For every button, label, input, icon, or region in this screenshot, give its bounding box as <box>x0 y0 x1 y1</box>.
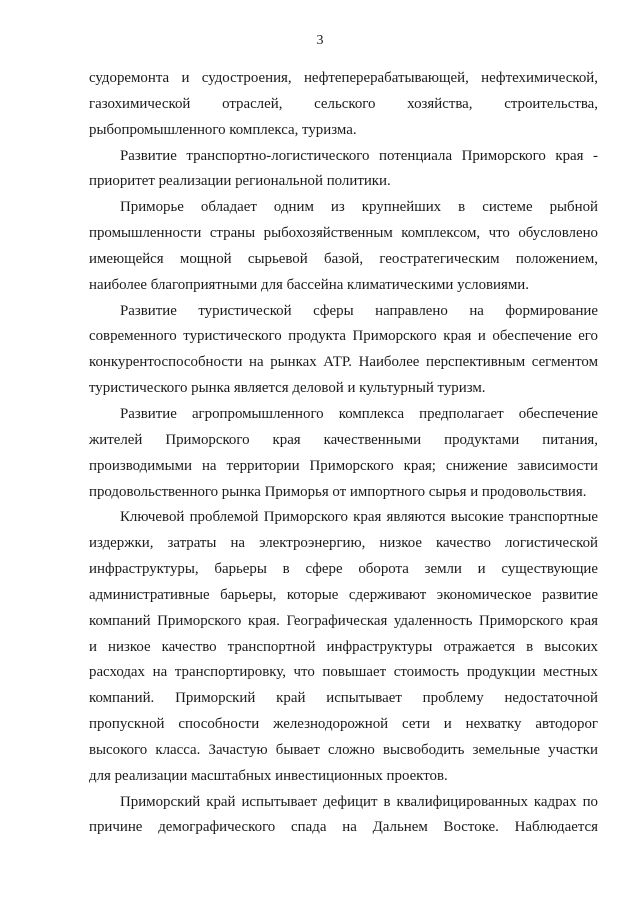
text-line: имеющейся мощной сырьевой базой, геостратегическим положением, <box>89 250 598 267</box>
document-body <box>89 66 598 841</box>
text-line: промышленности страны рыбохозяйственным комплексом, что обусловлено <box>89 225 598 242</box>
text-line: Развитие транспортно-логистического потенциала Приморского края - <box>120 147 598 164</box>
text-line: издержки, затраты на электроэнергию, низкое качество логистической <box>89 535 598 552</box>
page-number: 3 <box>316 33 324 48</box>
text-line: Развитие туристической сферы направлено на формирование <box>120 302 598 319</box>
text-line: Приморский край испытывает дефицит в квалифицированных кадрах по <box>120 793 598 810</box>
text-line: газохимической отраслей, сельского хозяйства, строительства, <box>89 95 598 112</box>
text-line: высокого класса. Зачастую бывает сложно высвободить земельные участки <box>89 741 598 758</box>
text-line: Развитие агропромышленного комплекса предполагает обеспечение <box>120 405 598 422</box>
text-line: производимыми на территории Приморского края; снижение зависимости <box>89 457 598 474</box>
text-line: пропускной способности железнодорожной сети и нехватку автодорог <box>89 716 598 733</box>
text-line: инфраструктуры, барьеры в сфере оборота земли и существующие <box>89 561 598 578</box>
text-line: и низкое качество транспортной инфраструктуры отражается в высоких <box>89 638 598 655</box>
text-line: приоритет реализации региональной политики. <box>89 173 391 190</box>
text-line: конкурентоспособности на рынках АТР. Наиболее перспективным сегментом <box>89 354 598 371</box>
text-line: расходах на транспортировку, что повышает стоимость продукции местных <box>89 664 598 681</box>
text-line: Приморье обладает одним из крупнейших в системе рыбной <box>120 199 598 216</box>
paragraph <box>89 66 598 144</box>
paragraph <box>89 790 598 842</box>
text-line: современного туристического продукта Приморского края и обеспечение его <box>89 328 598 345</box>
text-line: компаний. Приморский край испытывает проблему недостаточной <box>89 690 598 707</box>
paragraph <box>89 144 598 196</box>
text-line: рыбопромышленного комплекса, туризма. <box>89 121 357 138</box>
text-line: для реализации масштабных инвестиционных проектов. <box>89 767 448 784</box>
text-line: жителей Приморского края качественными продуктами питания, <box>89 431 598 448</box>
paragraph <box>89 505 598 789</box>
text-line: компаний Приморского края. Географическая удаленность Приморского края <box>89 612 598 629</box>
text-line: наиболее благоприятными для бассейна климатическими условиями. <box>89 276 529 293</box>
paragraph <box>89 402 598 505</box>
text-line: Ключевой проблемой Приморского края являются высокие транспортные <box>120 509 598 526</box>
text-line: туристического рынка является деловой и культурный туризм. <box>89 380 486 397</box>
paragraph <box>89 195 598 298</box>
text-line: причине демографического спада на Дальнем Востоке. Наблюдается <box>89 819 598 836</box>
paragraph <box>89 299 598 402</box>
text-line: судоремонта и судостроения, нефтеперерабатывающей, нефтехимической, <box>89 70 598 86</box>
text-line: продовольственного рынка Приморья от импортного сырья и продовольствия. <box>89 483 587 500</box>
text-line: административные барьеры, которые сдерживают экономическое развитие <box>89 586 598 603</box>
